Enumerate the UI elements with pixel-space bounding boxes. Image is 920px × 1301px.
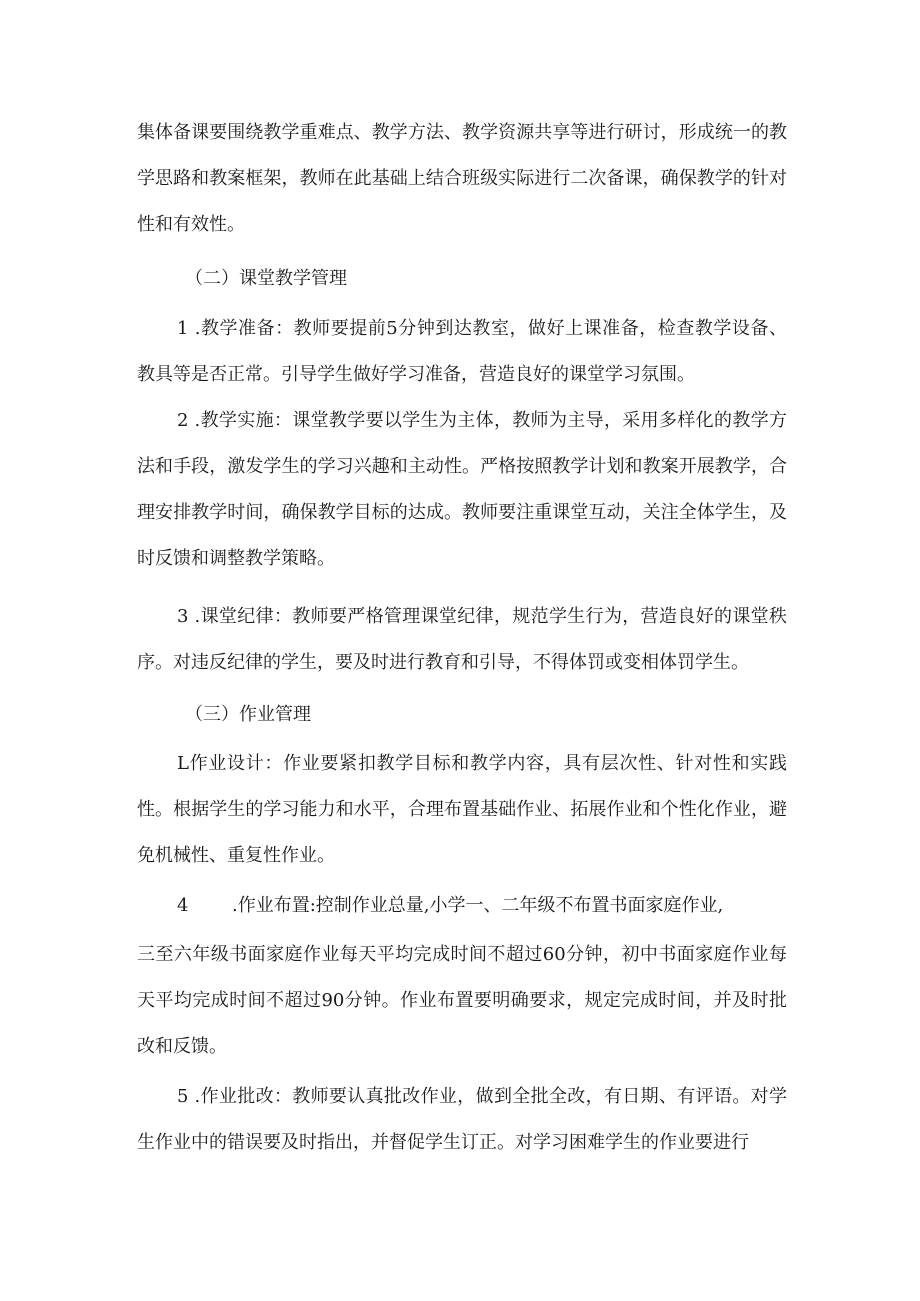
paragraph-teaching-implementation: 2 .教学实施：课堂教学要以学生为主体，教师为主导，采用多样化的教学方法和手段，激发学生的学习兴趣和主动性。严格按照教学计划和教案开展教学，合理安排教学时间，确保教学目标的达成。教师要注重课堂互动，关注全体学生，及时反馈和调整教学策略。 (137, 410, 787, 569)
section-heading-homework-management: （三）作业管理 (185, 704, 311, 725)
paragraph-collective-lesson-prep: 集体备课要围绕教学重难点、教学方法、教学资源共享等进行研讨，形成统一的教学思路和教案框架，教师在此基础上结合班级实际进行二次备课，确保教学的针对性和有效性。 (137, 122, 787, 235)
paragraph-homework-design: L作业设计：作业要紧扣教学目标和教学内容，具有层次性、针对性和实践性。根据学生的学习能力和水平，合理布置基础作业、拓展作业和个性化作业，避免机械性、重复性作业。 (137, 753, 787, 866)
paragraph-homework-assignment-number: 4 (177, 895, 189, 916)
paragraph-homework-assignment-first-line: .作业布置:控制作业总量,小学一、二年级不布置书面家庭作业, (232, 895, 724, 916)
paragraph-teaching-preparation: 1 .教学准备：教师要提前5分钟到达教室，做好上课准备，检查教学设备、教具等是否正常。引导学生做好学习准备，营造良好的课堂学习氛围。 (137, 318, 787, 385)
section-heading-classroom-teaching: （二）课堂教学管理 (185, 268, 347, 289)
paragraph-homework-assignment: 三至六年级书面家庭作业每天平均完成时间不超过60分钟，初中书面家庭作业每天平均完成时间不超过90分钟。作业布置要明确要求，规定完成时间，并及时批改和反馈。 (137, 944, 787, 1057)
paragraph-homework-correction: 5 .作业批改：教师要认真批改作业，做到全批全改，有日期、有评语。对学生作业中的错误要及时指出，并督促学生订正。对学习困难学生的作业要进行 (137, 1086, 787, 1153)
paragraph-classroom-discipline: 3 .课堂纪律：教师要严格管理课堂纪律，规范学生行为，营造良好的课堂秩序。对违反纪律的学生，要及时进行教育和引导，不得体罚或变相体罚学生。 (137, 606, 787, 673)
